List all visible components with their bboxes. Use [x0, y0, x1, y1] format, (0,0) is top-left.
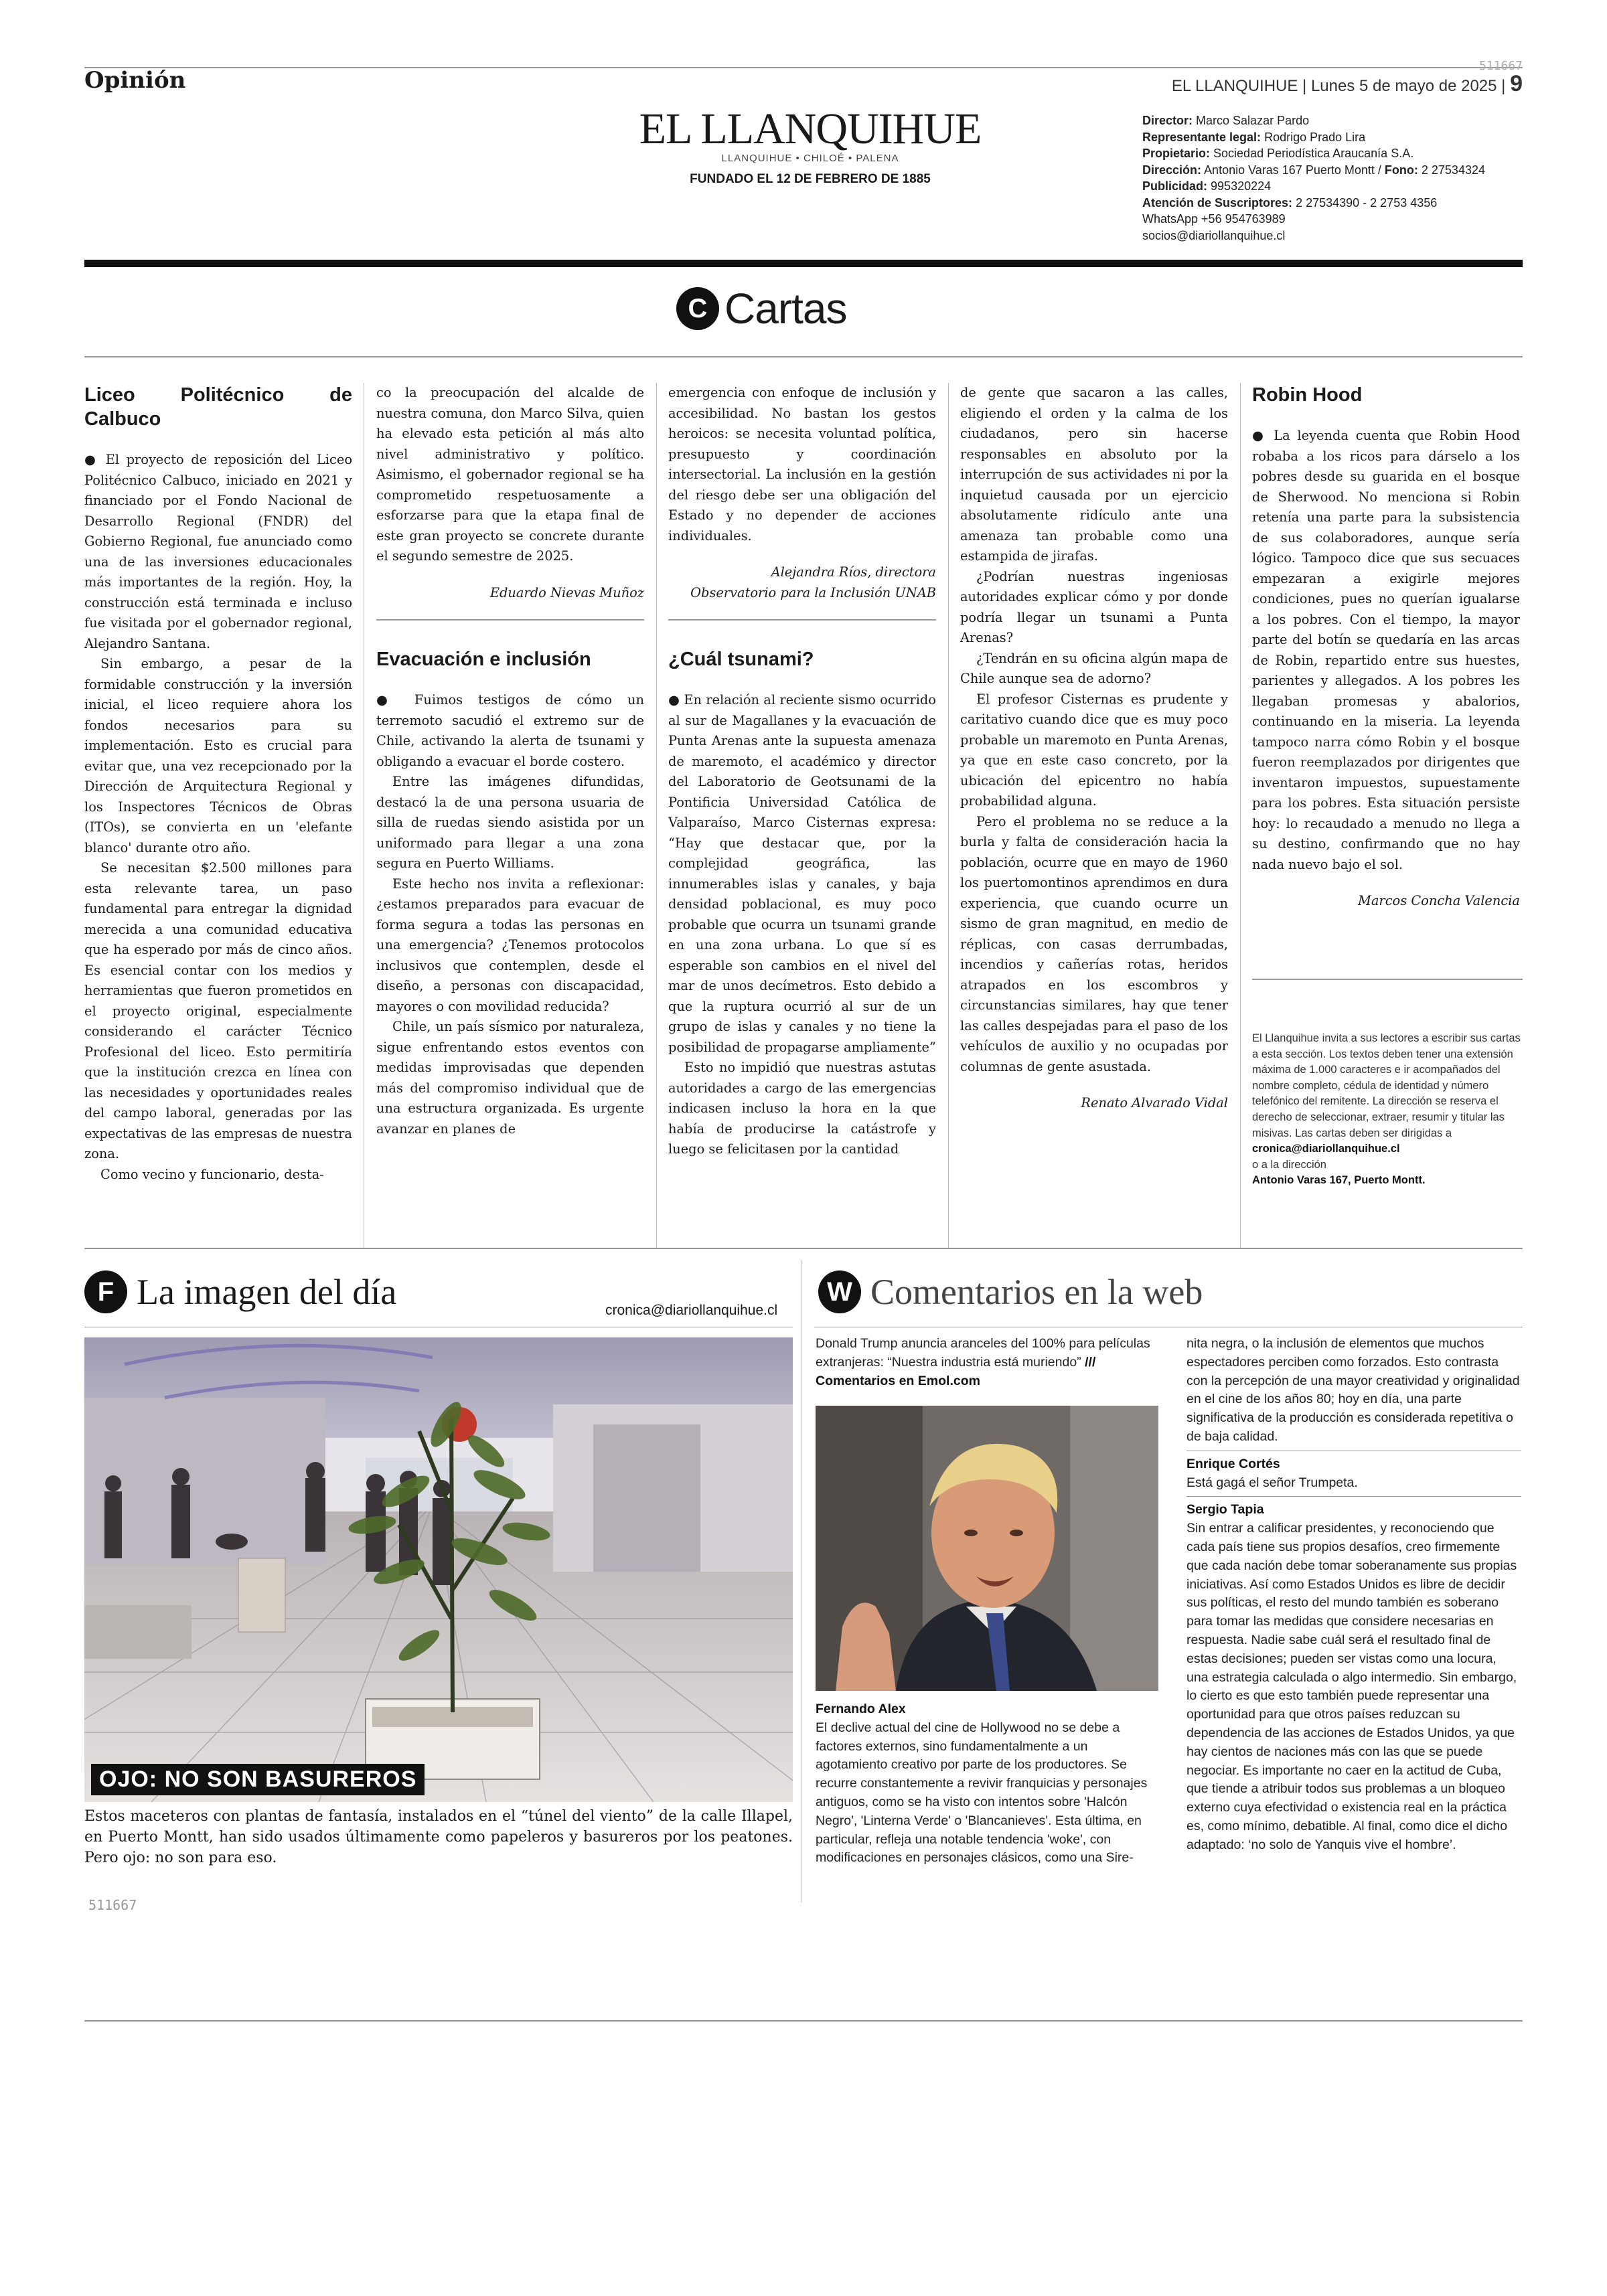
bottom-rule: [84, 2020, 1523, 2022]
staff-ads-value: 995320224: [1211, 179, 1272, 193]
page-stamp: 511667: [1478, 59, 1523, 73]
top-rule: [84, 67, 1523, 68]
letter-signature: Marcos Concha Valencia: [1358, 893, 1520, 908]
staff-legal: [1142, 129, 1524, 146]
letter-paragraph: Entre las imágenes difundidas, destacó la de una persona usuaria de silla de ruedas siendo asistida por un uniformado para llegar a una zona segura en Puerto Williams.: [376, 774, 644, 871]
masthead-title: EL LLANQUIHUE: [639, 104, 982, 153]
letter-column-4: [960, 383, 1228, 1114]
notice-email-link[interactable]: cronica@diariollanquihue.cl: [1252, 1143, 1400, 1155]
news-headline: Donald Trump anuncia aranceles del 100% para películas extranjeras: “Nuestra industria está muriendo”: [816, 1336, 1150, 1370]
imagen-title: La imagen del día: [137, 1272, 397, 1312]
letter-paragraph: [1252, 426, 1520, 875]
section-label: Opinión: [84, 67, 186, 94]
letter-signature: Eduardo Nievas Muñoz: [489, 584, 644, 600]
staff-ads: [1142, 178, 1524, 195]
staff-address: [1142, 162, 1524, 179]
bullet-icon: ●: [376, 692, 414, 708]
letter-paragraph: Como vecino y funcionario, desta-: [100, 1166, 324, 1182]
web-comment-column-1: [816, 1700, 1157, 1868]
letter-w-icon: W: [818, 1270, 861, 1313]
letter-column-3: [668, 383, 936, 1160]
trump-portrait: [816, 1406, 1158, 1691]
column-divider: [1240, 383, 1241, 1248]
staff-director-label: Director:: [1142, 114, 1193, 127]
edition-text: EL LLANQUIHUE | Lunes 5 de mayo de 2025 |: [1171, 77, 1506, 95]
page-number: 9: [1510, 71, 1523, 96]
section-divider: [84, 1248, 1523, 1249]
web-comments-title: Comentarios en la web: [870, 1272, 1203, 1312]
letter-text: La leyenda cuenta que Robin Hood robaba a los ricos para dárselo a los pobres desde su guarida en el bosque de Sherwood. No menciona si Robin retenía una parte para la subsistencia de sus colaboradores, aunque sería lógico. Tampoco dice que sus secuaces empezaran a exigirle mejores condiciones, pues no querían igualarse a los pobres. Con el tiempo, la mayor parte del botín se quedaría en las arcas de Robin, repartido entre sus huestes, parientes y allegados. A los pobres les llegaban promesas y abalorios, continuando en la miseria. La leyenda tampoco narra cómo Robin y el bosque fueron reemplazados por dirigentes que inventaron impuestos, supuestamente para los pobres. Esta situación persiste hoy: lo recaudado a menudo no llega a su destino, confirmando que no hay nada nuevo bajo el sol.: [1252, 428, 1520, 872]
comment-author: Enrique Cortés: [1187, 1456, 1280, 1471]
letter-separator: [376, 619, 644, 621]
letter-paragraph: [668, 690, 936, 1058]
staff-box: [1142, 112, 1524, 244]
cartas-rule: [84, 356, 1523, 357]
letter-paragraph: Se necesitan $2.500 millones para esta relevante tarea, un paso fundamental para entregar la dignidad merecida a una comunidad educativa que ha esperado por más de cinco años. Es esencial contar con los medios y herramientas que fueron prometidos en el proyecto original, especialmente considerando el carácter Técnico Profesional del liceo. Esto permitiría que la institución crezca en línea con las necesidades y oportunidades reales del campo laboral, generadas por las expectativas de las empresas de nuestra zona.: [84, 860, 352, 1161]
staff-subs-value: 2 27534390 - 2 2753 4356: [1296, 195, 1438, 210]
letter-heading: Robin Hood: [1252, 384, 1363, 406]
letter-heading: ¿Cuál tsunami?: [668, 649, 814, 670]
page-stamp-bottom: 511667: [88, 1897, 137, 1913]
staff-owner-value: Sociedad Periodística Araucanía S.A.: [1213, 147, 1414, 160]
masthead-subtitle: LLANQUIHUE • CHILOÉ • PALENA: [721, 153, 899, 164]
column-divider: [656, 383, 657, 1248]
staff-legal-value: Rodrigo Prado Lira: [1264, 130, 1366, 144]
letter-f-icon: F: [84, 1270, 127, 1313]
web-comment-column-2: [1187, 1335, 1521, 1855]
letter-text: En relación al reciente sismo ocurrido al sur de Magallanes y la evacuación de Punta Arenas ante la supuesta amenaza de maremoto, el académico y director del Laboratorio de Geotsunami de la Pontificia Universidad Católica de Valparaíso, Marco Cisternas expresa: “Hay que destacar que, por la complejidad geográfica, las innumerables islas y canales, y baja densidad poblacional, es muy poco probable que ocurra un tsunami grande en una zona urbana. Lo que sí es esperable son cambios en el nivel del mar de unos decímetros. Esto debido a que la ruptura ocurrió al sur de un grupo de islas y canales y no tiene la posibilidad de propagarse ampliamente”: [668, 692, 936, 1055]
staff-owner-label: Propietario:: [1142, 147, 1211, 160]
imagen-email[interactable]: cronica@diariollanquihue.cl: [605, 1303, 778, 1318]
notice-text: El Llanquihue invita a sus lectores a escribir sus cartas a esta sección. Los textos deben tener una extensión máxima de 1.000 caracteres e ir acompañados del nombre completo, cédula de identidad y número telefónico del remitente. La dirección se reserva el derecho de seleccionar, extraer, resumir y titular las misivas. Las cartas deben ser dirigidas a: [1252, 1032, 1521, 1139]
letter-paragraph: emergencia con enfoque de inclusión y accesibilidad. No bastan los gestos heroicos: se necesita voluntad política, presupuesto y coordinación intersectorial. La inclusión en la gestión del riesgo debe ser una obligación del Estado y no depender de acciones individuales.: [668, 385, 936, 544]
letter-paragraph: Esto no impidió que nuestras astutas autoridades a cargo de las emergencias indicasen incluso la hora en la que había de producirse la catástrofe y luego se felicitasen por la cantidad: [668, 1060, 936, 1157]
letter-c-icon: C: [676, 287, 719, 330]
staff-phone-value: 2 27534324: [1421, 163, 1485, 177]
letter-signature: Alejandra Ríos, directora Observatorio para la Inclusión UNAB: [690, 564, 936, 600]
notice-address: Antonio Varas 167, Puerto Montt.: [1252, 1174, 1426, 1187]
column-divider: [948, 383, 949, 1248]
staff-subs-label: Atención de Suscriptores:: [1142, 195, 1293, 210]
comment-text: Está gagá el señor Trumpeta.: [1187, 1475, 1358, 1490]
letter-separator: [668, 619, 936, 621]
letter-signature: Renato Alvarado Vidal: [1081, 1095, 1228, 1111]
edition-line: [1172, 71, 1523, 97]
notice-rule: [1252, 979, 1523, 980]
staff-owner: [1142, 145, 1524, 162]
letter-heading: Evacuación e inclusión: [376, 649, 591, 670]
letter-paragraph: Pero el problema no se reduce a la burla y falta de consideración hacia la población, ocurre que en mayo de 1960 los puertomontinos aprendimos en dura experiencia, que cuando ocurre un sismo de gran magnitud, en medio de réplicas, con casas derrumbadas, incendios y cañerías rotas, heridos atrapados en los escombros y circunstancias similares, hay que tener las calles despejadas para el paso de los vehículos de auxilio y no ocupadas por columnas de gente asustada.: [960, 813, 1228, 1074]
letter-text: Fuimos testigos de cómo un terremoto sacudió el extremo sur de Chile, activando la alerta de tsunami y obligando a evacuar el borde costero.: [376, 692, 644, 769]
comment-separator: [1187, 1496, 1521, 1497]
letter-paragraph: El profesor Cisternas es prudente y caritativo cuando dice que es muy poco probable un maremoto en Punta Arenas, ya que en este caso concreto, por la ubicación del epicentro no había probabilidad alguna.: [960, 691, 1228, 809]
letter-paragraph: co la preocupación del alcalde de nuestra comuna, don Marco Silva, quien ha elevado esta petición al más alto nivel administrativo y político. Asimismo, el gobernador regional se ha comprometido respetuosamente a esforzarse para que la etapa final de este gran proyecto se concrete durante el segundo semestre de 2025.: [376, 385, 644, 564]
bullet-icon: ●: [84, 452, 106, 467]
staff-address-value: Antonio Varas 167 Puerto Montt /: [1204, 163, 1381, 177]
comment-text: Sin entrar a calificar presidentes, y reconociendo que cada país tiene sus propios desafíos, creo firmemente que cada nación debe tomar soberanamente sus propias iniciativas. Así como Estados Unidos es libre de decidir sus políticas, el resto del mundo también es soberano para tomar las medidas que considere necesarias en respuesta. Nadie sabe cuál será el resultado final de estas decisiones; pueden ser vistas como una locura, una estrategia calculada o algo intermedio. Sin embargo, lo cierto es que esto también puede representar una oportunidad para que otros países reduzcan su dependencia de las acciones de Estados Unidos, ya que hay cientos de naciones más con las que se puede negociar. Es importante no caer en la actitud de Cuba, que tiende a atribuir todos sus problemas a un bloqueo externo cuya efectividad o existencia real en la práctica es, como mínimo, debatible. Al final, como dice el dicho adaptado: ‘no solo de Yanquis vive el hombre’.: [1187, 1521, 1517, 1852]
web-news-item: [816, 1335, 1150, 1390]
letter-paragraph: ¿Podrían nuestras ingeniosas autoridades explicar cómo y por donde podría llegar un tsunami a Punta Arenas?: [960, 568, 1228, 645]
photo-of-the-day: [84, 1337, 793, 1802]
submission-notice: [1252, 1031, 1523, 1189]
masthead-founded: FUNDADO EL 12 DE FEBRERO DE 1885: [690, 172, 931, 186]
news-source[interactable]: /// Comentarios en Emol.com: [816, 1354, 1096, 1388]
letter-column-5: [1252, 383, 1520, 912]
mall-photo: [84, 1337, 793, 1802]
comment-author: Fernando Alex: [816, 1702, 906, 1716]
masthead: [636, 104, 984, 187]
imagen-header: [84, 1270, 396, 1313]
staff-director-value: Marco Salazar Pardo: [1196, 114, 1310, 127]
letter-column-1: [84, 383, 352, 1185]
letter-paragraph: de gente que sacaron a las calles, eligiendo el orden y la calma de los ciudadanos, pero sin hacerse responsables en absoluto por la interrupción de sus actividades ni por la inquietud causada por un ejercicio absolutamente ridículo ante una amenaza tan probable como una estampida de jirafas.: [960, 385, 1228, 564]
letter-paragraph: Chile, un país sísmico por naturaleza, sigue enfrentando estos eventos con medidas improvisadas que dependen más del compromiso individual que de una estructura organizada. Es urgente avanzar en planes de: [376, 1019, 644, 1137]
bullet-icon: ●: [1252, 428, 1274, 443]
web-comments-header: [818, 1270, 1203, 1313]
photo-tag: OJO: NO SON BASUREROS: [91, 1764, 425, 1795]
staff-subs: [1142, 195, 1524, 212]
cartas-title: Cartas: [724, 284, 847, 333]
staff-director: [1142, 112, 1524, 129]
staff-whatsapp: WhatsApp +56 954763989: [1142, 212, 1286, 226]
letter-paragraph: [376, 690, 644, 772]
letter-paragraph: Este hecho nos invita a reflexionar: ¿estamos preparados para evacuar de forma segura a todas las personas en una emergencia? ¿Tenemos protocolos inclusivos que contemplen, desde el diseño, a personas con discapacidad, mayores o con movilidad reducida?: [376, 876, 644, 1014]
staff-email: socios@diariollanquihue.cl: [1142, 228, 1286, 242]
masthead-divider: [84, 260, 1523, 267]
letter-column-2: [376, 383, 644, 1139]
bullet-icon: ●: [668, 692, 684, 708]
staff-ads-label: Publicidad:: [1142, 179, 1208, 193]
comment-text: El declive actual del cine de Hollywood no se debe a factores externos, sino fundamentalmente a un agotamiento creativo por parte de los productores. Se recurre constantemente a revivir franquicias y personajes antiguos, como se ha visto con intentos sobre 'Halcón Negro', 'Linterna Verde' o 'Blancanieves'. Esta última, en particular, refleja una notable tendencia 'woke', con modificaciones en personajes clásicos, como una Sire-: [816, 1720, 1148, 1866]
letter-text: El proyecto de reposición del Liceo Politécnico Calbuco, iniciado en 2021 y financiado por el Fondo Nacional de Desarrollo Regional (FNDR) del Gobierno Regional, fue anunciado como una de las inversiones educacionales más importantes de la región. Hoy, la construcción está terminada e incluso fue visitada por el gobernador regional, Alejandro Santana.: [84, 452, 353, 651]
notice-or: o a la dirección: [1252, 1158, 1326, 1171]
photo-caption: Estos maceteros con plantas de fantasía, instalados en el “túnel del viento” de la calle Illapel, en Puerto Montt, han sido usados últimamente como papeleros y basureros por los peatones. Pero ojo: no son para eso.: [84, 1808, 793, 1866]
comment-text: nita negra, o la inclusión de elementos que muchos espectadores perciben como forzados. Esto contrasta con la percepción de una mayor creatividad y originalidad en el cine de los años 80; hoy en día, una parte significativa de la producción es considerada repetitiva o de baja calidad.: [1187, 1336, 1520, 1444]
news-photo: [816, 1406, 1158, 1691]
cartas-header: [676, 284, 847, 333]
letter-paragraph: [84, 450, 352, 654]
comment-author: Sergio Tapia: [1187, 1502, 1264, 1518]
letter-paragraph: ¿Tendrán en su oficina algún mapa de Chile aunque sea de adorno?: [960, 650, 1228, 686]
staff-legal-label: Representante legal:: [1142, 130, 1261, 144]
staff-phone-label: Fono:: [1384, 163, 1418, 177]
letter-paragraph: Sin embargo, a pesar de la formidable construcción y la inversión inicial, el liceo requiere ahora los fondos necesarios para su implementación. Esto es crucial para evitar que, una vez recepcionado por la Dirección de Arquitectura Regional y los Inspectores Técnicos de Obras (ITOs), se convierta en un 'elefante blanco' durante otro año.: [84, 656, 352, 855]
staff-address-label: Dirección:: [1142, 163, 1202, 177]
letter-heading: Liceo Politécnico de Calbuco: [84, 384, 352, 430]
